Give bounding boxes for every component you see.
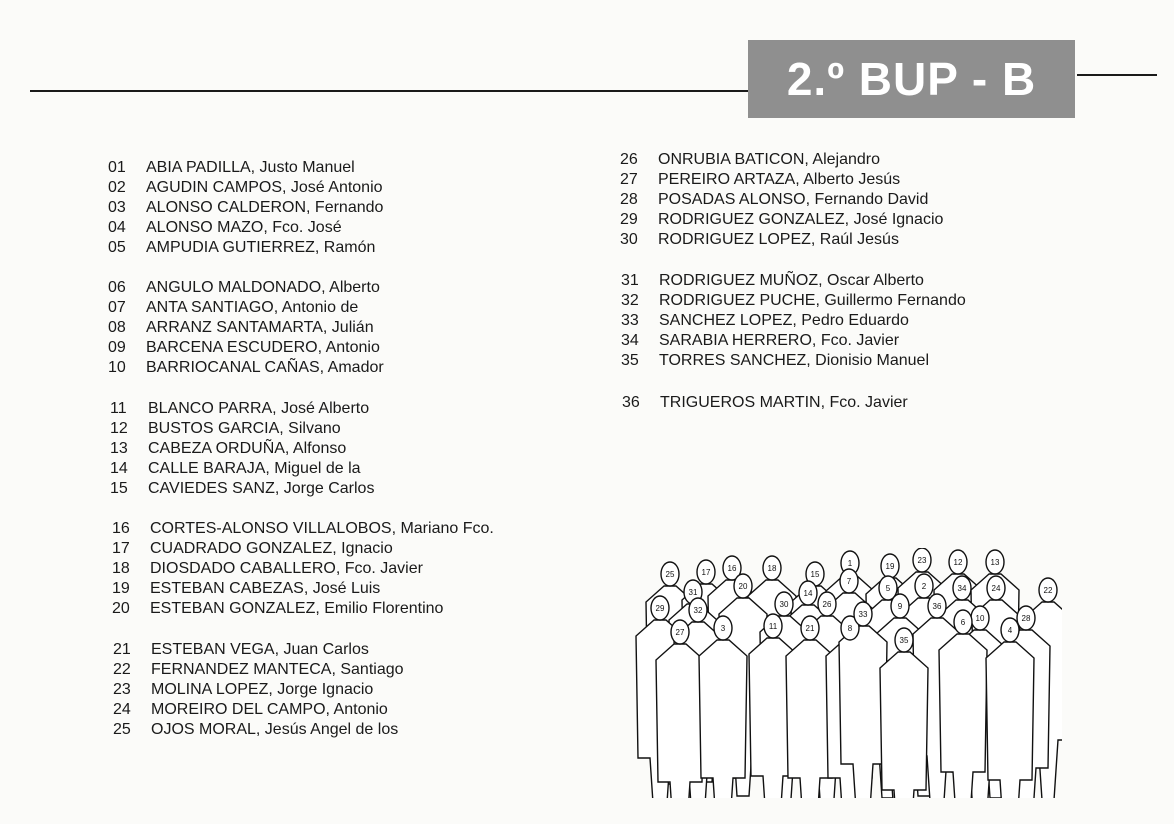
student-name: ALONSO CALDERON, Fernando: [146, 199, 384, 216]
student-row: [621, 271, 966, 291]
student-name: DIOSDADO CABALLERO, Fco. Javier: [150, 560, 423, 577]
student-number: 12: [110, 420, 128, 437]
student-row: [108, 338, 384, 358]
student-number: 05: [108, 239, 126, 256]
student-group: [621, 271, 966, 371]
student-number: 36: [622, 394, 640, 411]
student-row: [622, 393, 908, 413]
figure-number-label: 6: [960, 618, 966, 627]
student-number: 21: [113, 641, 131, 658]
student-number: 18: [112, 560, 130, 577]
header-rule-left: [30, 90, 748, 92]
figure-number-label: 19: [885, 562, 895, 571]
student-name: CAVIEDES SANZ, Jorge Carlos: [148, 480, 375, 497]
student-row: [110, 479, 374, 499]
student-name: RODRIGUEZ MUÑOZ, Oscar Alberto: [659, 272, 924, 289]
student-row: [113, 720, 404, 740]
student-group: [108, 278, 384, 378]
student-number: 31: [621, 272, 639, 289]
student-number: 34: [621, 332, 639, 349]
student-row: [112, 559, 494, 579]
student-name: BLANCO PARRA, José Alberto: [148, 400, 370, 417]
student-row: [620, 190, 943, 210]
student-number: 24: [113, 701, 131, 718]
student-number: 02: [108, 179, 126, 196]
student-number: 10: [108, 359, 126, 376]
student-number: 32: [621, 292, 639, 309]
student-number: 17: [112, 540, 130, 557]
student-name: ESTEBAN VEGA, Juan Carlos: [151, 641, 369, 658]
student-row: [108, 358, 384, 378]
figure-number-label: 16: [727, 564, 737, 573]
student-group: [620, 150, 943, 250]
student-row: [108, 218, 383, 238]
student-name: BARRIOCANAL CAÑAS, Amador: [146, 359, 384, 376]
student-row: [108, 198, 383, 218]
figure-number-label: 35: [899, 636, 909, 645]
header-rule-right: [1077, 74, 1157, 76]
student-name: CUADRADO GONZALEZ, Ignacio: [150, 540, 393, 557]
figure-number-label: 22: [1043, 586, 1053, 595]
student-row: [108, 318, 384, 338]
student-name: ONRUBIA BATICON, Alejandro: [658, 151, 880, 168]
student-number: 28: [620, 191, 638, 208]
figure-number-label: 24: [991, 584, 1001, 593]
figure-body: [656, 644, 704, 798]
student-name: SARABIA HERRERO, Fco. Javier: [659, 332, 900, 349]
student-name: FERNANDEZ MANTECA, Santiago: [151, 661, 404, 678]
student-row: [113, 700, 404, 720]
student-row: [110, 459, 374, 479]
figure-number-label: 26: [822, 600, 832, 609]
figure-number-label: 12: [953, 558, 963, 567]
student-row: [113, 660, 404, 680]
figure-number-label: 25: [665, 570, 675, 579]
student-name: AGUDIN CAMPOS, José Antonio: [146, 179, 383, 196]
student-name: BUSTOS GARCIA, Silvano: [148, 420, 341, 437]
student-number: 15: [110, 480, 128, 497]
figure-number-label: 4: [1007, 626, 1013, 635]
figure-number-label: 34: [957, 584, 967, 593]
student-name: TRIGUEROS MARTIN, Fco. Javier: [660, 394, 908, 411]
student-number: 23: [113, 681, 131, 698]
student-row: [621, 311, 966, 331]
student-name: MOLINA LOPEZ, Jorge Ignacio: [151, 681, 374, 698]
figure-number-label: 33: [858, 610, 868, 619]
figure-number-label: 10: [975, 614, 985, 623]
figure-number-label: 5: [885, 584, 891, 593]
student-name: BARCENA ESCUDERO, Antonio: [146, 339, 380, 356]
student-number: 01: [108, 159, 126, 176]
student-group: [108, 158, 383, 258]
student-name: ABIA PADILLA, Justo Manuel: [146, 159, 355, 176]
figure-number-label: 30: [779, 600, 789, 609]
student-name: SANCHEZ LOPEZ, Pedro Eduardo: [659, 312, 909, 329]
student-number: 07: [108, 299, 126, 316]
student-name: CALLE BARAJA, Miguel de la: [148, 460, 361, 477]
student-number: 22: [113, 661, 131, 678]
figure-number-label: 36: [932, 602, 942, 611]
figure-number-label: 20: [738, 582, 748, 591]
student-row: [110, 419, 374, 439]
student-name: PEREIRO ARTAZA, Alberto Jesús: [658, 171, 901, 188]
figure-body: [880, 652, 928, 798]
student-name: AMPUDIA GUTIERREZ, Ramón: [146, 239, 376, 256]
student-number: 09: [108, 339, 126, 356]
student-number: 16: [112, 520, 130, 537]
student-number: 26: [620, 151, 638, 168]
figure-number-label: 21: [805, 624, 815, 633]
student-row: [112, 519, 494, 539]
student-number: 25: [113, 721, 131, 738]
student-name: MOREIRO DEL CAMPO, Antonio: [151, 701, 388, 718]
student-group: [110, 399, 374, 499]
figure-number-label: 7: [846, 577, 852, 586]
page-title: 2.º BUP - B: [748, 40, 1075, 118]
student-row: [110, 399, 374, 419]
student-row: [108, 158, 383, 178]
student-row: [112, 599, 494, 619]
student-group: [112, 519, 494, 619]
figure-number-label: 2: [921, 582, 927, 591]
figure-number-label: 23: [917, 556, 927, 565]
student-name: CORTES-ALONSO VILLALOBOS, Mariano Fco.: [150, 520, 494, 537]
student-name: ESTEBAN CABEZAS, José Luis: [150, 580, 381, 597]
student-row: [620, 170, 943, 190]
student-number: 13: [110, 440, 128, 457]
student-number: 03: [108, 199, 126, 216]
figure-number-label: 1: [847, 559, 853, 568]
figure-number-label: 8: [847, 624, 853, 633]
figure-number-label: 11: [768, 622, 778, 631]
figure-number-label: 29: [655, 604, 665, 613]
figure-number-label: 13: [990, 558, 1000, 567]
student-group: [622, 393, 908, 413]
student-name: POSADAS ALONSO, Fernando David: [658, 191, 929, 208]
student-name: ESTEBAN GONZALEZ, Emilio Florentino: [150, 600, 444, 617]
student-number: 14: [110, 460, 128, 477]
student-number: 04: [108, 219, 126, 236]
student-row: [110, 439, 374, 459]
figure-number-label: 18: [767, 564, 777, 573]
figure-number-label: 31: [688, 588, 698, 597]
student-number: 35: [621, 352, 639, 369]
student-number: 33: [621, 312, 639, 329]
student-row: [113, 640, 404, 660]
student-number: 27: [620, 171, 638, 188]
student-name: OJOS MORAL, Jesús Angel de los: [151, 721, 399, 738]
student-row: [108, 298, 384, 318]
student-row: [621, 291, 966, 311]
student-group: [113, 640, 404, 740]
student-name: ALONSO MAZO, Fco. José: [146, 219, 342, 236]
figure-number-label: 3: [720, 624, 726, 633]
figure-number-label: 17: [701, 568, 711, 577]
student-name: RODRIGUEZ GONZALEZ, José Ignacio: [658, 211, 944, 228]
student-name: TORRES SANCHEZ, Dionisio Manuel: [659, 352, 930, 369]
student-number: 30: [620, 231, 638, 248]
student-row: [108, 278, 384, 298]
student-number: 06: [108, 279, 126, 296]
figure-number-label: 15: [810, 570, 820, 579]
student-row: [112, 539, 494, 559]
figure-number-label: 32: [693, 606, 703, 615]
figure-body: [986, 642, 1034, 798]
student-row: [620, 230, 943, 250]
student-name: CABEZA ORDUÑA, Alfonso: [148, 440, 347, 457]
figure-number-label: 27: [675, 628, 685, 637]
student-number: 11: [110, 400, 127, 417]
figure-body: [699, 640, 747, 798]
student-row: [113, 680, 404, 700]
student-row: [621, 351, 966, 371]
student-name: ARRANZ SANTAMARTA, Julián: [146, 319, 374, 336]
student-name: ANGULO MALDONADO, Alberto: [146, 279, 380, 296]
figure-number-label: 28: [1021, 614, 1031, 623]
student-row: [620, 150, 943, 170]
class-figure-diagram: [632, 548, 1062, 798]
student-number: 20: [112, 600, 130, 617]
student-row: [108, 238, 383, 258]
student-row: [112, 579, 494, 599]
student-number: 08: [108, 319, 126, 336]
student-name: ANTA SANTIAGO, Antonio de: [146, 299, 359, 316]
student-row: [620, 210, 943, 230]
student-row: [621, 331, 966, 351]
student-number: 29: [620, 211, 638, 228]
student-name: RODRIGUEZ LOPEZ, Raúl Jesús: [658, 231, 899, 248]
student-name: RODRIGUEZ PUCHE, Guillermo Fernando: [659, 292, 966, 309]
student-row: [108, 178, 383, 198]
student-number: 19: [112, 580, 130, 597]
figure-number-label: 9: [897, 602, 903, 611]
figure-number-label: 14: [803, 589, 813, 598]
